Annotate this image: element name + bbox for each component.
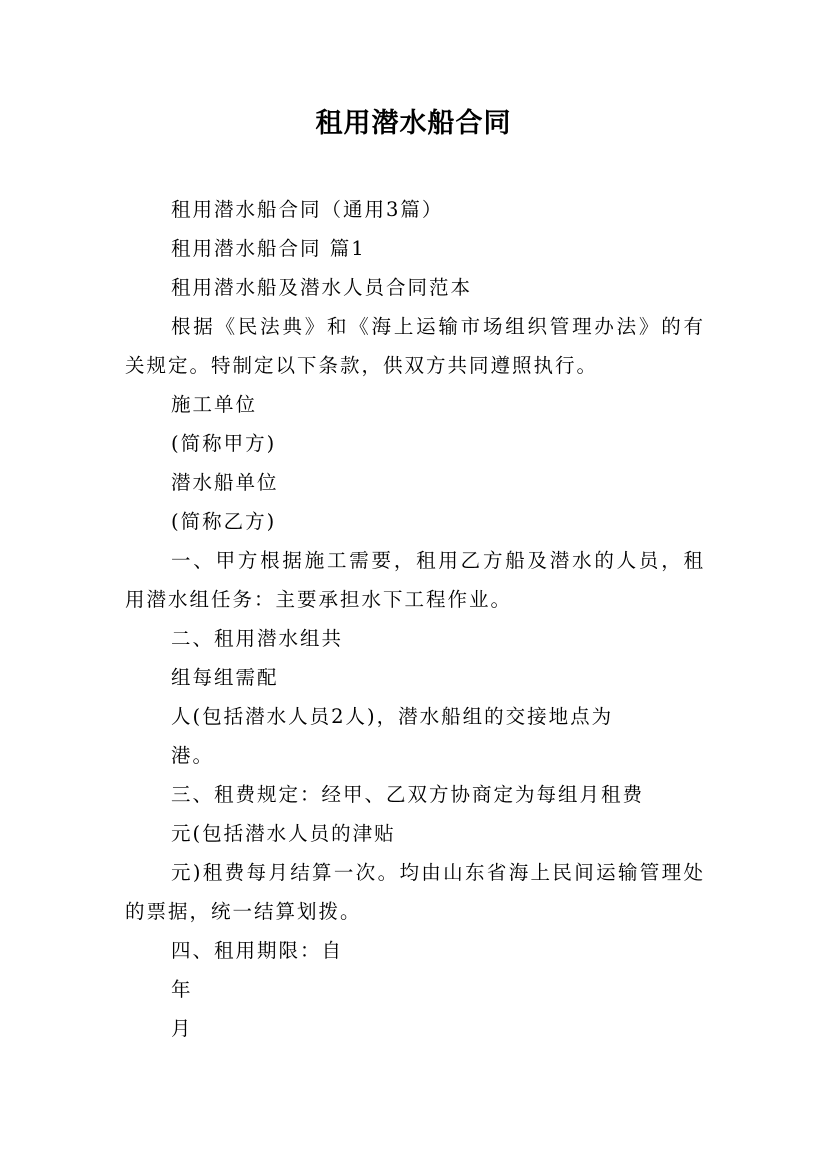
paragraph-submarine-unit: 潜水船单位 [171,471,279,494]
paragraph-clause-2-groups: 组每组需配 [171,666,279,689]
paragraph-clause-3-settlement: 元)租费每月结算一次。均由山东省海上民间运输管理处的票据，统一结算划拨。 [125,861,705,923]
paragraph-clause-4-month: 月 [171,1017,193,1040]
paragraph-party-a: (简称甲方) [171,432,277,455]
paragraph-contract-name: 租用潜水船及潜水人员合同范本 [171,276,473,299]
paragraph-construction-unit: 施工单位 [171,393,258,416]
paragraph-clause-4: 四、租用期限：自 [171,939,344,962]
document-title: 租用潜水船合同 [315,108,512,139]
paragraph-subtitle: 租用潜水船合同（通用3篇） [171,198,444,221]
paragraph-clause-4-year: 年 [171,978,193,1001]
paragraph-clause-2-port: 港。 [171,744,215,767]
paragraph-clause-2-staff: 人(包括潜水人员2人)，潜水船组的交接地点为 [171,705,614,728]
paragraph-party-b: (简称乙方) [171,510,277,533]
paragraph-clause-1: 一、甲方根据施工需要，租用乙方船及潜水的人员，租用潜水组任务：主要承担水下工程作业。 [125,549,705,611]
paragraph-clause-3: 三、租费规定：经甲、乙双方协商定为每组月租费 [171,783,645,806]
paragraph-clause-2: 二、租用潜水组共 [171,627,344,650]
document-body [125,190,705,1048]
paragraph-intro: 根据《民法典》和《海上运输市场组织管理办法》的有关规定。特制定以下条款，供双方共同遵照执行。 [125,315,705,377]
paragraph-section-heading: 租用潜水船合同 篇1 [171,237,366,260]
paragraph-clause-3-allowance: 元(包括潜水人员的津贴 [171,822,396,845]
